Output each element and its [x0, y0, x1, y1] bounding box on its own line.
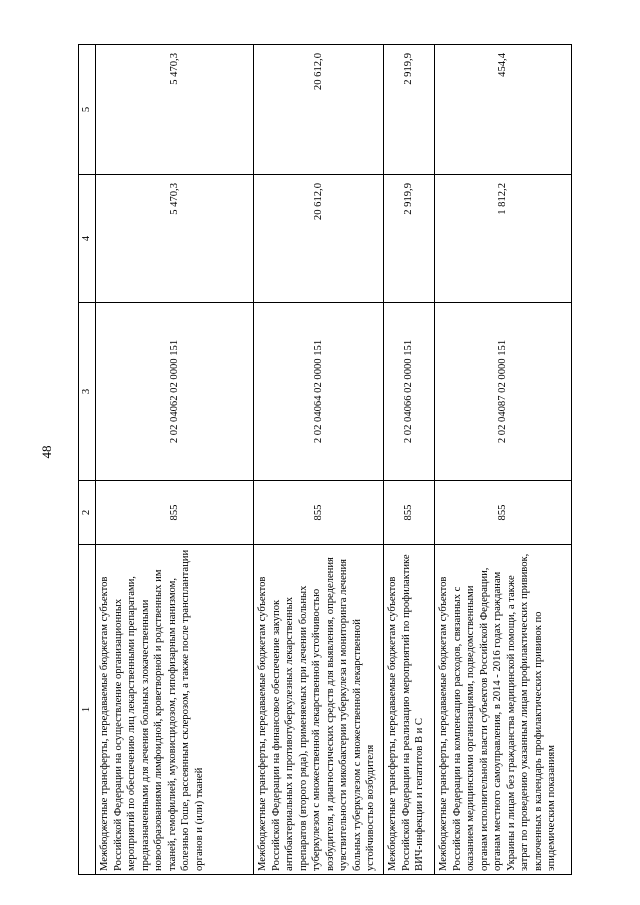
row-chapter-cell: 855 — [96, 481, 254, 545]
row-value-b-cell: 454,4 — [435, 45, 572, 175]
table-row — [96, 45, 254, 875]
budget-table-container — [78, 45, 572, 875]
row-code-cell: 2 02 04087 02 0000 151 — [435, 303, 572, 481]
column-header-3: 3 — [79, 303, 96, 481]
table-row — [384, 45, 435, 875]
row-chapter-cell: 855 — [384, 481, 435, 545]
row-value-b-cell: 20 612,0 — [254, 45, 384, 175]
row-name-cell: Межбюджетные трансферты, передаваемые бюджетам субъектов Российской Федерации на финансовое обеспечение закупок антибактериальных и противотуберкулезных лекарственных препаратов (второго ряда), применяемых при лечении больных туберкулезом с множественной лекарственной устойчивостью возбудителя, и диагностических средств для выявления, определения чувствительности микобактерии туберкулеза и мониторинга лечения больных туберкулезом с множественной лекарственной устойчивостью возбудителя — [254, 545, 384, 875]
row-chapter-cell: 855 — [254, 481, 384, 545]
page-number-text: 48 — [39, 445, 54, 459]
row-value-a-cell: 5 470,3 — [96, 175, 254, 303]
table-row — [254, 45, 384, 875]
table-header-row — [79, 45, 96, 875]
row-value-b-cell: 2 919,9 — [384, 45, 435, 175]
budget-table — [78, 44, 572, 875]
row-value-a-cell: 20 612,0 — [254, 175, 384, 303]
row-code-cell: 2 02 04064 02 0000 151 — [254, 303, 384, 481]
column-header-5: 5 — [79, 45, 96, 175]
row-name-cell: Межбюджетные трансферты, передаваемые бюджетам субъектов Российской Федерации на компенсацию расходов, связанных с оказанием медицинскими организациями, подведомственными органам исполнительной власти субъектов Российской Федерации, органам местного самоуправления, в 2014 - 2016 годах гражданам Украины и лицам без гражданства медицинской помощи, а также затрат по проведению указанным лицам профилактических прививок, включенных в календарь профилактических прививок по эпидемическим показаниям — [435, 545, 572, 875]
row-value-a-cell: 2 919,9 — [384, 175, 435, 303]
row-name-cell: Межбюджетные трансферты, передаваемые бюджетам субъектов Российской Федерации на реализацию мероприятий по профилактике ВИЧ-инфекции и гепатитов B и C — [384, 545, 435, 875]
table-row — [435, 45, 572, 875]
row-code-cell: 2 02 04062 02 0000 151 — [96, 303, 254, 481]
column-header-2: 2 — [79, 481, 96, 545]
row-value-b-cell: 5 470,3 — [96, 45, 254, 175]
row-name-cell: Межбюджетные трансферты, передаваемые бюджетам субъектов Российской Федерации на осуществление организационных мероприятий по обеспечению лиц лекарственными препаратами, предназначенными для лечения больных злокачественными новообразованиями лимфоидной, кроветворной и родственных им тканей, гемофилией, муковисцидозом, гипофизарным нанизмом, болезнью Гоше, рассеянным склерозом, а также после трансплантации органов и (или) тканей — [96, 545, 254, 875]
column-header-4: 4 — [79, 175, 96, 303]
row-code-cell: 2 02 04066 02 0000 151 — [384, 303, 435, 481]
column-header-1: 1 — [79, 545, 96, 875]
row-value-a-cell: 1 812,2 — [435, 175, 572, 303]
row-chapter-cell: 855 — [435, 481, 572, 545]
